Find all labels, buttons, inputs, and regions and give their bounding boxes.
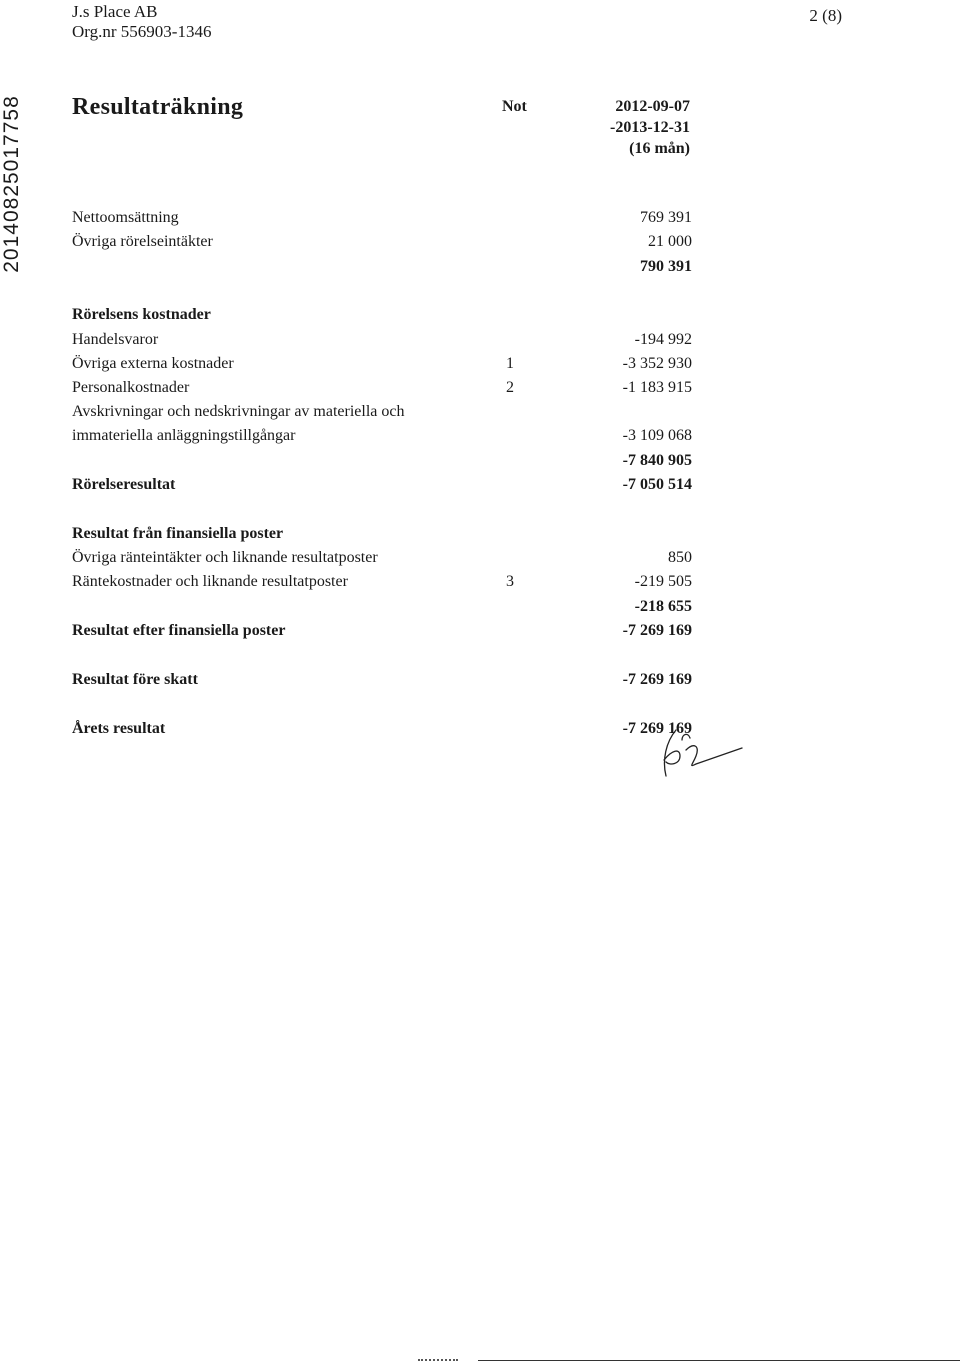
row-subtotal-financial [72, 595, 692, 619]
document-id-vertical: 20140825017758 [0, 95, 23, 273]
row-value: -1 183 915 [622, 379, 692, 396]
row-ovriga-externa-kostnader [72, 352, 692, 376]
section-rorelsens-kostnader [72, 303, 692, 327]
row-ovriga-rorelseintakter [72, 230, 692, 254]
row-arets-resultat [72, 717, 692, 741]
row-resultat-fore-skatt [72, 668, 692, 692]
row-avskrivningar-line1 [72, 400, 692, 424]
row-label: Personalkostnader [72, 379, 190, 396]
row-value: -218 655 [634, 598, 692, 615]
row-value: 790 391 [640, 258, 692, 275]
row-nettoomsattning [72, 206, 692, 230]
period-length: (16 mån) [629, 140, 690, 157]
row-label: Räntekostnader och liknande resultatposter [72, 573, 348, 590]
row-rantekostnader [72, 570, 692, 594]
footer-dotted-line [418, 1359, 458, 1363]
org-number: Org.nr 556903-1346 [72, 22, 212, 41]
row-label: Resultat efter finansiella poster [72, 622, 286, 639]
company-header [72, 2, 211, 42]
company-name: J.s Place AB [72, 2, 158, 21]
row-value: 850 [668, 549, 692, 566]
row-rorelseresultat [72, 473, 692, 497]
row-value: -7 050 514 [622, 476, 692, 493]
period-start: 2012-09-07 [615, 98, 690, 115]
row-value: 769 391 [640, 209, 692, 226]
section-heading: Rörelsens kostnader [72, 306, 211, 323]
note-column-header: Not [502, 98, 527, 115]
row-value: -7 840 905 [622, 452, 692, 469]
section-heading: Resultat från finansiella poster [72, 525, 284, 542]
row-resultat-efter-finansiella-poster [72, 619, 692, 643]
row-value: -3 109 068 [622, 427, 692, 444]
row-subtotal-costs [72, 449, 692, 473]
footer-rule [478, 1360, 960, 1361]
row-avskrivningar-line2 [72, 424, 692, 448]
row-value: 21 000 [648, 233, 692, 250]
row-ranteintakter [72, 546, 692, 570]
row-subtotal-revenue [72, 255, 692, 279]
row-label: Resultat före skatt [72, 671, 198, 688]
row-label: Rörelseresultat [72, 476, 176, 493]
row-label: Handelsvaror [72, 331, 159, 348]
row-label: Årets resultat [72, 720, 166, 737]
row-label: immateriella anläggningstillgångar [72, 427, 296, 444]
row-label: Övriga ränteintäkter och liknande resultatposter [72, 549, 378, 566]
period-column-header [610, 96, 690, 159]
row-value: -7 269 169 [622, 622, 692, 639]
row-label: Avskrivningar och nedskrivningar av materiella och [72, 403, 405, 420]
row-label: Övriga externa kostnader [72, 355, 234, 372]
row-note: 1 [506, 355, 514, 372]
row-value: -7 269 169 [622, 671, 692, 688]
row-note: 3 [506, 573, 514, 590]
page-title: Resultaträkning [72, 94, 244, 120]
row-value: -7 269 169 [622, 720, 692, 737]
row-label: Nettoomsättning [72, 209, 179, 226]
row-value: -3 352 930 [622, 355, 692, 372]
row-handelsvaror [72, 328, 692, 352]
row-label: Övriga rörelseintäkter [72, 233, 213, 250]
page-number: 2 (8) [809, 6, 842, 25]
section-finansiella-poster [72, 522, 692, 546]
row-personalkostnader [72, 376, 692, 400]
row-value: -219 505 [634, 573, 692, 590]
handwritten-initials-signature [636, 720, 746, 780]
period-end: -2013-12-31 [610, 119, 690, 136]
row-value: -194 992 [634, 331, 692, 348]
row-note: 2 [506, 379, 514, 396]
